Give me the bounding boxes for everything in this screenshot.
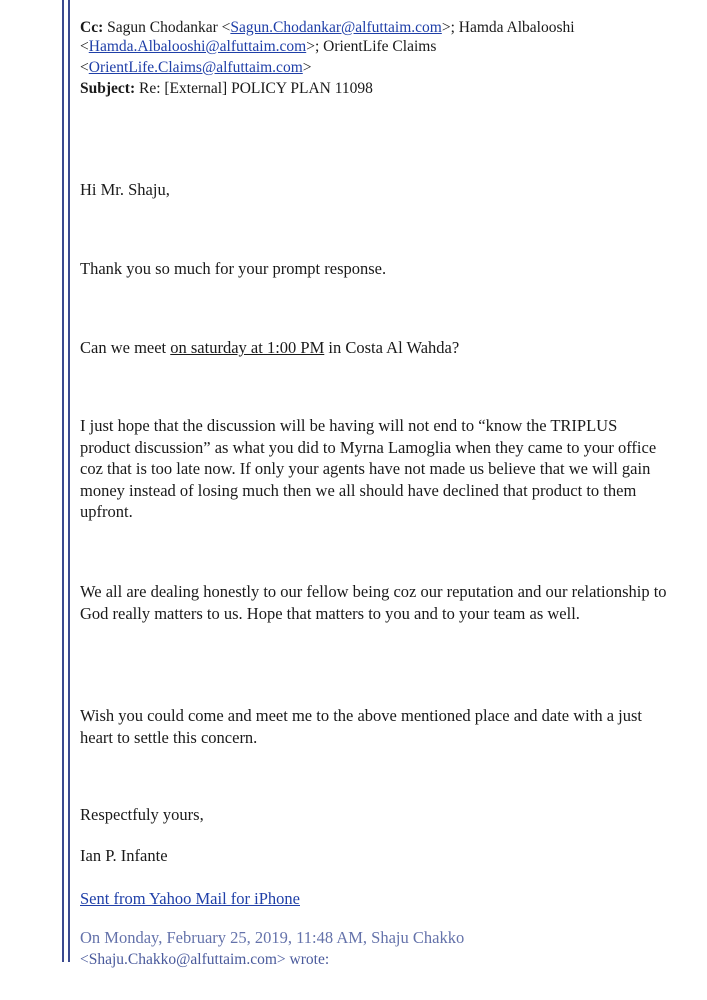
greeting: Hi Mr. Shaju, [80,180,170,199]
closing: Respectfuly yours, [80,805,204,824]
sent-from-anchor[interactable]: Sent from Yahoo Mail for iPhone [80,889,300,908]
meeting-pre: Can we meet [80,338,171,357]
quote-rule-outer [62,0,64,962]
subject-label: Subject: [80,80,136,97]
subject-value: Re: [External] POLICY PLAN 11098 [138,80,373,97]
quoted-email-line [80,949,680,968]
sent-from-link[interactable] [80,888,670,910]
paragraph-thanks: Thank you so much for your prompt response. [80,259,387,278]
paragraph-honesty: We all are dealing honestly to our fellow being coz our reputation and our relationship to God really matters to us. Hope that matters to you and to your team as well. [80,582,667,623]
cc-email-3[interactable]: OrientLife.Claims@alfuttaim.com [88,59,303,76]
email-header [80,36,680,99]
cc-name-2: Hamda Albalooshi [458,19,575,36]
cc-line-2: <Hamda.Albalooshi@alfuttaim.com>; OrientLife Claims [80,38,437,55]
cc-label: Cc: [80,19,104,36]
paragraph-meeting [80,337,670,359]
cc-name-3: OrientLife Claims [323,38,437,55]
signature: Ian P. Infante [80,846,168,865]
paragraph-discussion: I just hope that the discussion will be having will not end to “know the TRIPLUS product discussion” as what you did to Myrna Lamoglia when they came to your office coz that is too late now. If only your agents have not made us believe that we will gain money instead of losing much then we all should have declined that product to them upfront. [80,416,657,521]
meeting-post: in Costa Al Wahda? [324,338,460,357]
cc-email-2[interactable]: Hamda.Albalooshi@alfuttaim.com [88,38,307,55]
cc-name-1: Sagun Chodankar [107,19,218,36]
paragraph-request: Wish you could come and meet me to the above mentioned place and date with a just heart to settle this concern. [80,706,642,747]
cc-line-3: <OrientLife.Claims@alfuttaim.com> [80,59,312,76]
meeting-time: on saturday at 1:00 PM [170,338,325,357]
quoted-intro: On Monday, February 25, 2019, 11:48 AM, Shaju Chakko [80,928,465,947]
cc-email-1[interactable]: Sagun.Chodankar@alfuttaim.com [230,19,442,36]
subject-line [80,78,680,99]
cc-line: Cc: Sagun Chodankar <Sagun.Chodankar@alfuttaim.com>; Hamda Albalooshi [80,19,575,36]
quote-rule-inner [68,0,70,962]
quoted-email: <Shaju.Chakko@alfuttaim.com> wrote: [80,951,330,968]
